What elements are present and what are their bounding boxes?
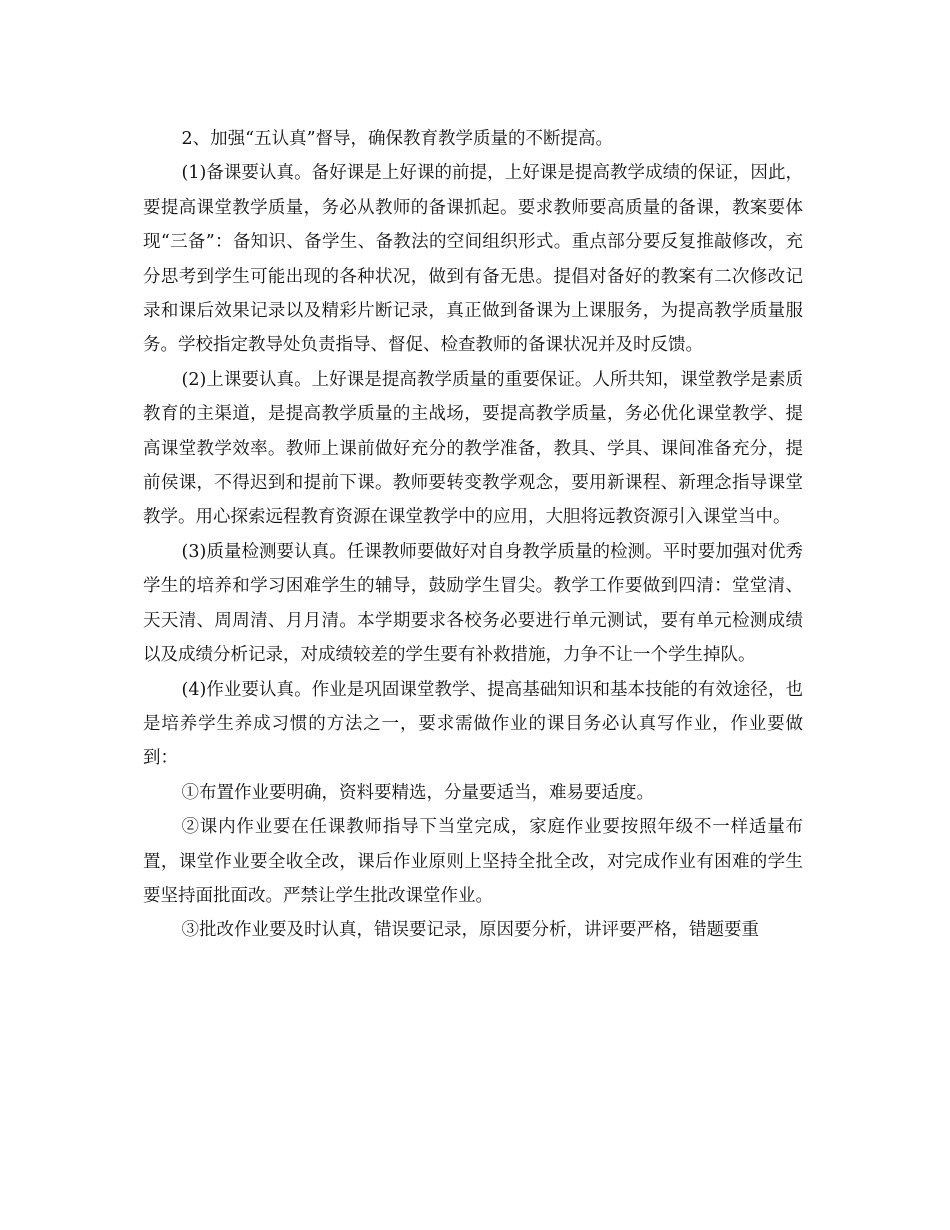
document-body xyxy=(143,122,803,948)
paragraph-homework-item-3: ③批改作业要及时认真，错误要记录，原因要分析，讲评要严格，错题要重 xyxy=(181,920,759,941)
paragraph-classroom-teaching: (2)上课要认真。上好课是提高教学质量的重要保证。人所共知，课堂教学是素质教育的主渠道，是提高教学质量的主战场，要提高教学质量，务必优化课堂教学、提高课堂教学效率。教师上课前做好充分的教学准备，教具、学具、课间准备充分，提前侯课，不得迟到和提前下课。教师要转变教学观念，要用新课程、新理念指导课堂教学。用心探索远程教育资源在课堂教学中的应用，大胆将远教资源引入课堂当中。 xyxy=(143,369,803,528)
paragraph-lesson-preparation: (1)备课要认真。备好课是上好课的前提，上好课是提高教学成绩的保证，因此，要提高课堂教学质量，务必从教师的备课抓起。要求教师要高质量的备课，教案要体现“三备”：备知识、备学生、备教法的空间组织形式。重点部分要反复推敲修改，充分思考到学生可能出现的各种状况，做到有备无患。提倡对备好的教案有二次修改记录和课后效果记录以及精彩片断记录，真正做到备课为上课服务，为提高教学质量服务。学校指定教导处负责指导、督促、检查教师的备课状况并及时反馈。 xyxy=(143,163,803,356)
paragraph-quality-testing: (3)质量检测要认真。任课教师要做好对自身教学质量的检测。平时要加强对优秀学生的培养和学习困难学生的辅导，鼓励学生冒尖。教学工作要做到四清：堂堂清、天天清、周周清、月月清。本学期要求各校务必要进行单元测试，要有单元检测成绩以及成绩分析记录，对成绩较差的学生要有补救措施，力争不让一个学生掉队。 xyxy=(143,541,803,666)
paragraph-homework: (4)作业要认真。作业是巩固课堂教学、提高基础知识和基本技能的有效途径，也是培养学生养成习惯的方法之一，要求需做作业的课目务必认真写作业，作业要做到： xyxy=(143,679,803,769)
paragraph-homework-item-2: ②课内作业要在任课教师指导下当堂完成，家庭作业要按照年级不一样适量布置，课堂作业要全收全改，课后作业原则上坚持全批全改，对完成作业有困难的学生要坚持面批面改。严禁让学生批改课堂作业。 xyxy=(143,817,803,906)
paragraph-heading-five-diligences: 2、加强“五认真”督导，确保教育教学质量的不断提高。 xyxy=(181,129,614,149)
paragraph-homework-item-1: ①布置作业要明确，资料要精选，分量要适当，难易要适度。 xyxy=(181,782,654,803)
